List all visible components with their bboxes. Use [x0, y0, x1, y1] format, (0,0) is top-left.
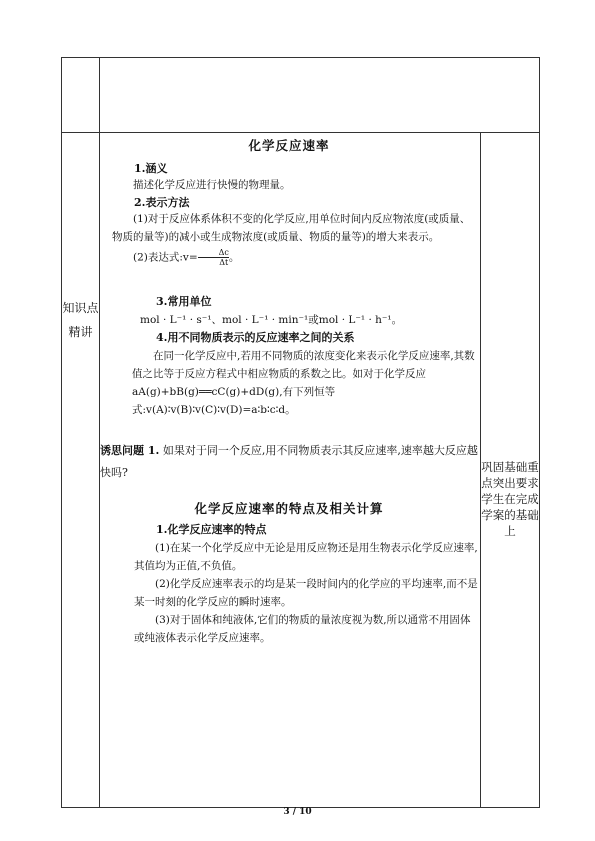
- feature-2: (2)化学反应速率表示的均是某一段时间内的化学应的平均速率,而不是某一时刻的化学反应的瞬时速率。: [134, 578, 478, 608]
- question-text: 如果对于同一个反应,用不同物质表示其反应速率,速率越大反应越快吗?: [100, 444, 478, 479]
- method-text: (1)对于反应体系体积不变的化学反应,用单位时间内反应物浓度(或质量、物质的量等)的减小或生成物浓度(或质量、物质的量等)的增大来表示。: [112, 213, 471, 243]
- feature-1: (1)在某一个化学反应中无论是用反应物还是用生物表示化学反应速率,其值均为正值,不负值。: [134, 542, 478, 572]
- relationship-text: 在同一化学反应中,若用不同物质的浓度变化来表示化学反应速率,其数值之比等于反应方程式中相应物质的系数之比。如对于化学反应 aA(g)+bB(g)══cC(g)+dD(g),有下列恒等式:v(A)∶v(B)∶v(C)∶v(D)=a∶b∶c∶d。: [132, 350, 475, 416]
- row-divider: [61, 132, 540, 133]
- guided-question: [100, 440, 478, 484]
- heading-meaning: 1.涵义: [134, 162, 168, 175]
- feature-3: (3)对于固体和纯液体,它们的物质的量浓度视为数,所以通常不用固体或纯液体表示化学反应速率。: [134, 614, 471, 644]
- heading-features: 1.化学反应速率的特点: [156, 523, 267, 536]
- question-label: 诱思问题 1.: [100, 444, 160, 457]
- expression-suffix: 。: [228, 251, 240, 264]
- right-note-text: 巩固基础重点突出要求学生在完成学案的基础上: [481, 460, 539, 538]
- expression-line: [100, 248, 478, 267]
- section2-title: 化学反应速率的特点及相关计算: [194, 501, 384, 516]
- fraction-numerator: Δc: [198, 248, 229, 258]
- meaning-text: 描述化学反应进行快慢的物理量。: [133, 179, 291, 191]
- page-number: 3 / 10: [283, 807, 312, 817]
- rate-fraction: [198, 248, 229, 267]
- heading-relationship: 4.用不同物质表示的反应速率之间的关系: [156, 331, 355, 344]
- section-rate-features: [100, 499, 478, 647]
- heading-method: 2.表示方法: [134, 196, 190, 209]
- section-reaction-rate: [100, 136, 478, 419]
- units-text: mol · L⁻¹ · s⁻¹、mol · L⁻¹ · min⁻¹或mol · L⁻¹ · h⁻¹。: [140, 314, 403, 326]
- left-column-label: [62, 296, 99, 344]
- heading-units: 3.常用单位: [156, 295, 212, 308]
- right-column-note: [481, 459, 539, 539]
- fraction-denominator: Δt: [219, 258, 229, 267]
- section-title: 化学反应速率: [248, 138, 330, 153]
- left-label-text: 知识点精讲: [62, 301, 99, 339]
- expression-prefix: (2)表达式:v=: [133, 251, 198, 264]
